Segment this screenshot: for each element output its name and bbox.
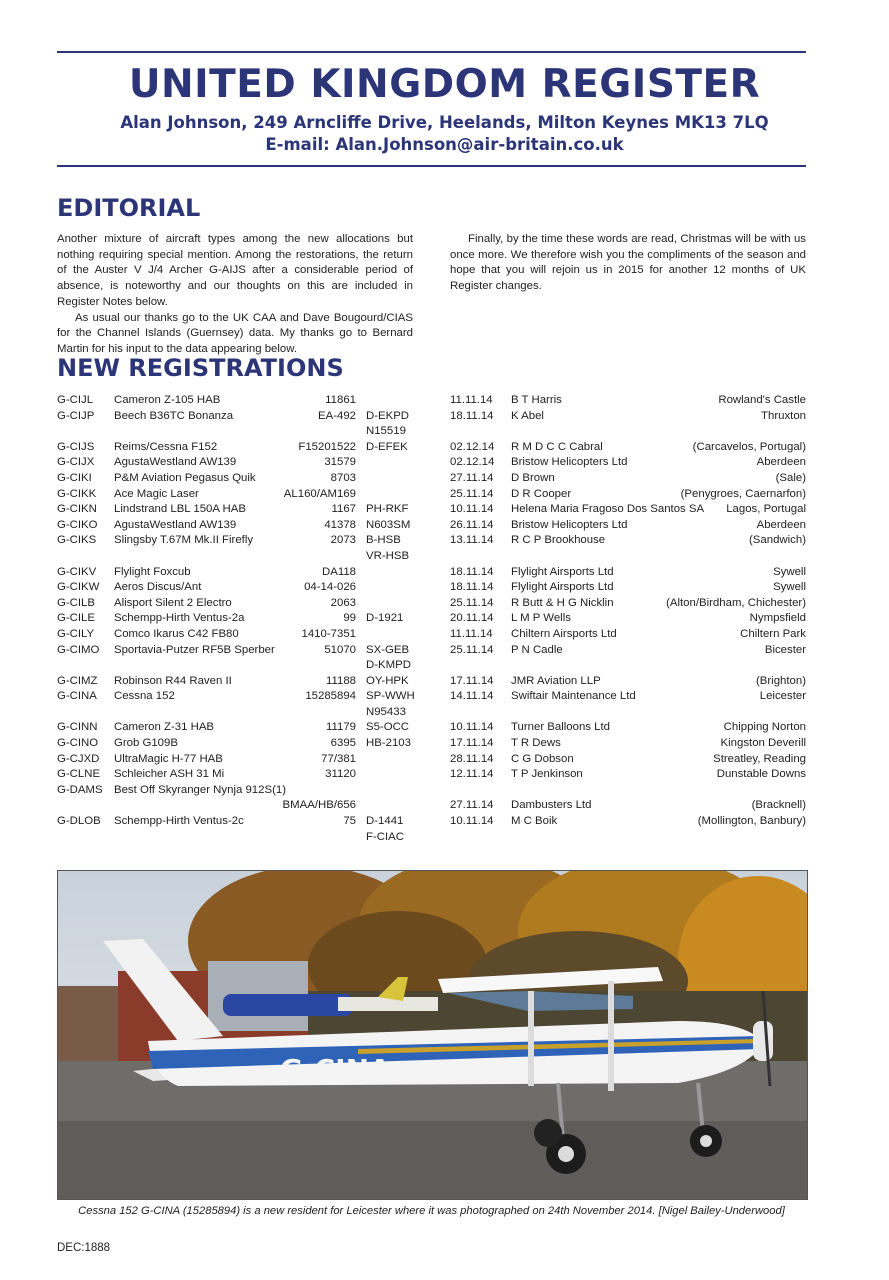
base-cell: Streatley, Reading: [713, 752, 806, 765]
type-cell: Grob G109B: [114, 737, 178, 750]
date-cell: 02.12.14: [450, 456, 495, 469]
cn-cell: 11188: [326, 674, 356, 687]
reg-cell: G-CILY: [57, 627, 95, 640]
date-cell: 10.11.14: [450, 721, 494, 734]
base-cell: Chiltern Park: [740, 627, 806, 640]
previous-id-cell: SX-GEB: [366, 643, 410, 656]
date-cell: 02.12.14: [450, 440, 495, 453]
reg-cell: G-CIKI: [57, 471, 92, 484]
cn-cell: 6395: [330, 737, 356, 750]
registration-row: [57, 798, 806, 814]
previous-id-cell: D-1921: [366, 612, 404, 625]
base-cell: Rowland's Castle: [718, 394, 806, 406]
registration-row: [57, 487, 806, 503]
type-cell: Ace Magic Laser: [114, 487, 199, 500]
cn-cell: 15285894: [305, 690, 356, 703]
editorial-paragraph: Finally, by the time these words are read, Christmas will be with us once more. We therefore wish you the compliments of the season and hope that you will rejoin us in 2015 for another 12 months of UK Register changes.: [450, 233, 806, 293]
page-reference: DEC:1888: [57, 1242, 111, 1254]
owner-cell: Flylight Airsports Ltd: [511, 565, 614, 578]
editorial-paragraph: As usual our thanks go to the UK CAA and Dave Bougourd/CIAS for the Channel Islands (Guernsey) data. My thanks go to Bernard Martin for his input to the data appearing below.: [57, 311, 413, 355]
reg-cell: G-CIJS: [57, 440, 95, 453]
type-cell: Schleicher ASH 31 Mi: [114, 768, 225, 781]
date-cell: 13.11.14: [450, 534, 494, 547]
previous-id-cell: VR-HSB: [366, 549, 410, 562]
registrations-table: [57, 393, 806, 845]
base-cell: (Brighton): [755, 674, 806, 687]
reg-cell: G-CIKV: [57, 565, 97, 578]
owner-cell: T R Dews: [511, 737, 561, 750]
registration-row: [57, 720, 806, 736]
cn-cell: 2073: [330, 534, 356, 547]
date-cell: 26.11.14: [450, 518, 494, 531]
registration-row: [57, 658, 806, 674]
registration-row: [57, 736, 806, 752]
page-title: UNITED KINGDOM REGISTER: [128, 62, 761, 107]
date-cell: 18.11.14: [450, 581, 494, 594]
date-cell: 10.11.14: [450, 815, 494, 828]
registration-row: [57, 580, 806, 596]
aircraft-photo: [57, 870, 808, 1200]
previous-id-cell: N15519: [366, 425, 406, 438]
registration-row: [57, 393, 806, 409]
base-cell: Dunstable Downs: [716, 768, 806, 781]
registration-row: [57, 518, 806, 534]
cn-cell: 51070: [324, 643, 356, 656]
previous-id-cell: D-1441: [366, 815, 404, 828]
registration-row: [57, 830, 806, 846]
type-cell: Cameron Z-105 HAB: [114, 394, 221, 406]
top-rule: [57, 51, 806, 53]
registration-row: [57, 752, 806, 768]
base-cell: Sywell: [773, 565, 806, 578]
owner-cell: K Abel: [511, 409, 544, 422]
previous-id-cell: S5-OCC: [366, 721, 410, 734]
base-cell: Aberdeen: [756, 518, 806, 531]
type-cell: P&M Aviation Pegasus Quik: [114, 471, 256, 484]
base-cell: (Sandwich): [749, 534, 806, 547]
date-cell: 17.11.14: [450, 737, 494, 750]
registration-row: [57, 783, 806, 799]
cn-cell: DA118: [322, 565, 356, 578]
previous-id-cell: D-EFEK: [366, 440, 408, 453]
reg-cell: G-CIKW: [57, 581, 100, 594]
reg-cell: G-CIKN: [57, 503, 97, 516]
editorial-heading: EDITORIAL: [57, 194, 201, 222]
registration-row: [57, 549, 806, 565]
owner-cell: Bristow Helicopters Ltd: [511, 456, 628, 469]
reg-cell: G-CIJL: [57, 394, 94, 406]
owner-cell: R Butt & H G Nicklin: [511, 596, 614, 609]
type-cell: Lindstrand LBL 150A HAB: [114, 503, 246, 516]
type-cell: Cessna 152: [114, 690, 175, 703]
reg-cell: G-CIJP: [57, 409, 95, 422]
type-cell: Schempp-Hirth Ventus-2c: [114, 815, 244, 828]
cn-cell: 1410-7351: [301, 627, 356, 640]
previous-id-cell: D-KMPD: [366, 659, 411, 672]
header-rule: [57, 165, 806, 167]
cn-cell: 1167: [331, 503, 356, 516]
type-cell: Best Off Skyranger Nynja 912S(1): [114, 783, 286, 796]
cn-cell: 2063: [330, 596, 356, 609]
owner-cell: T P Jenkinson: [511, 768, 583, 781]
reg-cell: G-CIJX: [57, 456, 95, 469]
registration-row: [57, 502, 806, 518]
author-address: Alan Johnson, 249 Arncliffe Drive, Heelands, Milton Keynes MK13 7LQ: [120, 113, 769, 132]
cn-cell: 04-14-026: [304, 581, 356, 594]
registration-row: [57, 533, 806, 549]
owner-cell: B T Harris: [511, 394, 562, 406]
date-cell: 27.11.14: [450, 799, 494, 812]
date-cell: 20.11.14: [450, 612, 494, 625]
owner-cell: Dambusters Ltd: [511, 799, 592, 812]
date-cell: 11.11.14: [450, 627, 493, 640]
base-cell: (Sale): [775, 471, 806, 484]
owner-cell: Swiftair Maintenance Ltd: [511, 690, 636, 703]
owner-cell: D R Cooper: [511, 487, 572, 500]
base-cell: (Alton/Birdham, Chichester): [666, 596, 806, 609]
registration-row: [57, 705, 806, 721]
base-cell: (Penygroes, Caernarfon): [680, 487, 806, 500]
registration-row: [57, 627, 806, 643]
type-cell: Flylight Foxcub: [114, 565, 191, 578]
owner-cell: M C Boik: [511, 815, 558, 828]
date-cell: 18.11.14: [450, 565, 494, 578]
cn-cell: BMAA/HB/656: [282, 799, 356, 812]
aircraft-registration-marking: G-CINA: [280, 1053, 391, 1086]
cn-cell: 41378: [324, 518, 356, 531]
reg-cell: G-CLNE: [57, 768, 101, 781]
registration-row: [57, 814, 806, 830]
cn-cell: 31120: [325, 768, 356, 781]
cn-cell: F15201522: [298, 440, 356, 453]
type-cell: UltraMagic H-77 HAB: [114, 752, 223, 765]
reg-cell: G-CIMO: [57, 643, 100, 656]
base-cell: Aberdeen: [756, 456, 806, 469]
reg-cell: G-CJXD: [57, 752, 100, 765]
editorial-column-1: [57, 232, 413, 358]
date-cell: 11.11.14: [450, 394, 493, 406]
type-cell: AgustaWestland AW139: [114, 518, 237, 531]
type-cell: Alisport Silent 2 Electro: [114, 596, 232, 609]
editorial-column-2: [450, 232, 806, 295]
registration-row: [57, 565, 806, 581]
type-cell: Cameron Z-31 HAB: [114, 721, 215, 734]
previous-id-cell: OY-HPK: [366, 674, 409, 687]
previous-id-cell: N603SM: [366, 518, 411, 531]
registration-row: [57, 643, 806, 659]
owner-cell: Bristow Helicopters Ltd: [511, 518, 628, 531]
cn-cell: AL160/AM169: [283, 487, 356, 500]
owner-cell: Chiltern Airsports Ltd: [511, 627, 617, 640]
type-cell: Schempp-Hirth Ventus-2a: [114, 612, 245, 625]
base-cell: (Bracknell): [751, 799, 806, 812]
previous-id-cell: B-HSB: [366, 534, 401, 547]
owner-cell: Turner Balloons Ltd: [511, 721, 610, 734]
previous-id-cell: PH-RKF: [366, 503, 409, 516]
cn-cell: 8703: [330, 471, 356, 484]
reg-cell: G-CIKK: [57, 487, 97, 500]
reg-cell: G-CIKS: [57, 534, 97, 547]
owner-cell: R C P Brookhouse: [511, 534, 606, 547]
registration-row: [57, 767, 806, 783]
base-cell: Nympsfield: [749, 612, 806, 625]
base-cell: Sywell: [773, 581, 806, 594]
cn-cell: EA-492: [318, 409, 356, 422]
owner-cell: Flylight Airsports Ltd: [511, 581, 614, 594]
base-cell: Bicester: [764, 643, 806, 656]
cn-cell: 75: [343, 815, 356, 828]
registration-row: [57, 455, 806, 471]
registration-row: [57, 409, 806, 425]
cn-cell: 99: [343, 612, 356, 625]
type-cell: Slingsby T.67M Mk.II Firefly: [114, 534, 254, 547]
registration-row: [57, 440, 806, 456]
date-cell: 25.11.14: [450, 487, 494, 500]
date-cell: 10.11.14: [450, 503, 494, 516]
date-cell: 27.11.14: [450, 471, 494, 484]
type-cell: Sportavia-Putzer RF5B Sperber: [114, 643, 275, 656]
previous-id-cell: F-CIAC: [366, 830, 404, 843]
previous-id-cell: HB-2103: [366, 737, 411, 750]
owner-cell: L M P Wells: [511, 612, 571, 625]
type-cell: Reims/Cessna F152: [114, 440, 218, 453]
type-cell: Aeros Discus/Ant: [114, 581, 202, 594]
reg-cell: G-DLOB: [57, 815, 101, 828]
owner-cell: Helena Maria Fragoso Dos Santos SA: [511, 503, 705, 516]
registration-row: [57, 471, 806, 487]
previous-id-cell: N95433: [366, 705, 406, 718]
base-cell: Leicester: [759, 690, 806, 703]
reg-cell: G-CINN: [57, 721, 98, 734]
date-cell: 17.11.14: [450, 674, 494, 687]
reg-cell: G-CINA: [57, 690, 97, 703]
type-cell: Beech B36TC Bonanza: [114, 409, 234, 422]
base-cell: Chipping Norton: [723, 721, 806, 734]
registration-row: [57, 611, 806, 627]
registration-row: [57, 596, 806, 612]
reg-cell: G-CILB: [57, 596, 95, 609]
reg-cell: G-CINO: [57, 737, 99, 750]
editorial-paragraph: Another mixture of aircraft types among the new allocations but nothing requiring special mention. Among the restorations, the return of the Auster V J/4 Archer G-AIJS after a considerable period of absence, is noteworthy and our thoughts on this are included in Register Notes below.: [57, 233, 413, 308]
type-cell: Comco Ikarus C42 FB80: [114, 627, 239, 640]
cn-cell: 77/381: [321, 752, 356, 765]
registration-row: [57, 674, 806, 690]
base-cell: Thruxton: [761, 409, 806, 422]
reg-cell: G-CIMZ: [57, 674, 98, 687]
date-cell: 25.11.14: [450, 643, 494, 656]
owner-cell: C G Dobson: [511, 752, 574, 765]
owner-cell: P N Cadle: [511, 643, 563, 656]
previous-id-cell: SP-WWH: [366, 690, 415, 703]
owner-cell: D Brown: [511, 471, 555, 484]
registration-row: [57, 689, 806, 705]
reg-cell: G-DAMS: [57, 783, 103, 796]
base-cell: (Carcavelos, Portugal): [692, 440, 806, 453]
registration-row: [57, 424, 806, 440]
cn-cell: 31579: [324, 456, 356, 469]
new-registrations-heading: NEW REGISTRATIONS: [57, 354, 344, 382]
date-cell: 12.11.14: [450, 768, 494, 781]
date-cell: 14.11.14: [450, 690, 494, 703]
type-cell: AgustaWestland AW139: [114, 456, 237, 469]
owner-cell: R M D C C Cabral: [511, 440, 603, 453]
reg-cell: G-CILE: [57, 612, 95, 625]
type-cell: Robinson R44 Raven II: [114, 674, 232, 687]
previous-id-cell: D-EKPD: [366, 409, 410, 422]
author-email: E-mail: Alan.Johnson@air-britain.co.uk: [265, 135, 624, 154]
date-cell: 28.11.14: [450, 752, 494, 765]
reg-cell: G-CIKO: [57, 518, 98, 531]
base-cell: Lagos, Portugal: [726, 503, 806, 516]
base-cell: Kingston Deverill: [720, 737, 806, 750]
photo-caption: Cessna 152 G-CINA (15285894) is a new resident for Leicester where it was photographed on 24th November 2014. [Nigel Bailey-Underwood]: [78, 1205, 785, 1217]
date-cell: 18.11.14: [450, 409, 494, 422]
date-cell: 25.11.14: [450, 596, 494, 609]
cn-cell: 11179: [326, 721, 356, 734]
base-cell: (Mollington, Banbury): [697, 815, 806, 828]
cn-cell: 11861: [325, 394, 356, 406]
owner-cell: JMR Aviation LLP: [511, 674, 601, 687]
